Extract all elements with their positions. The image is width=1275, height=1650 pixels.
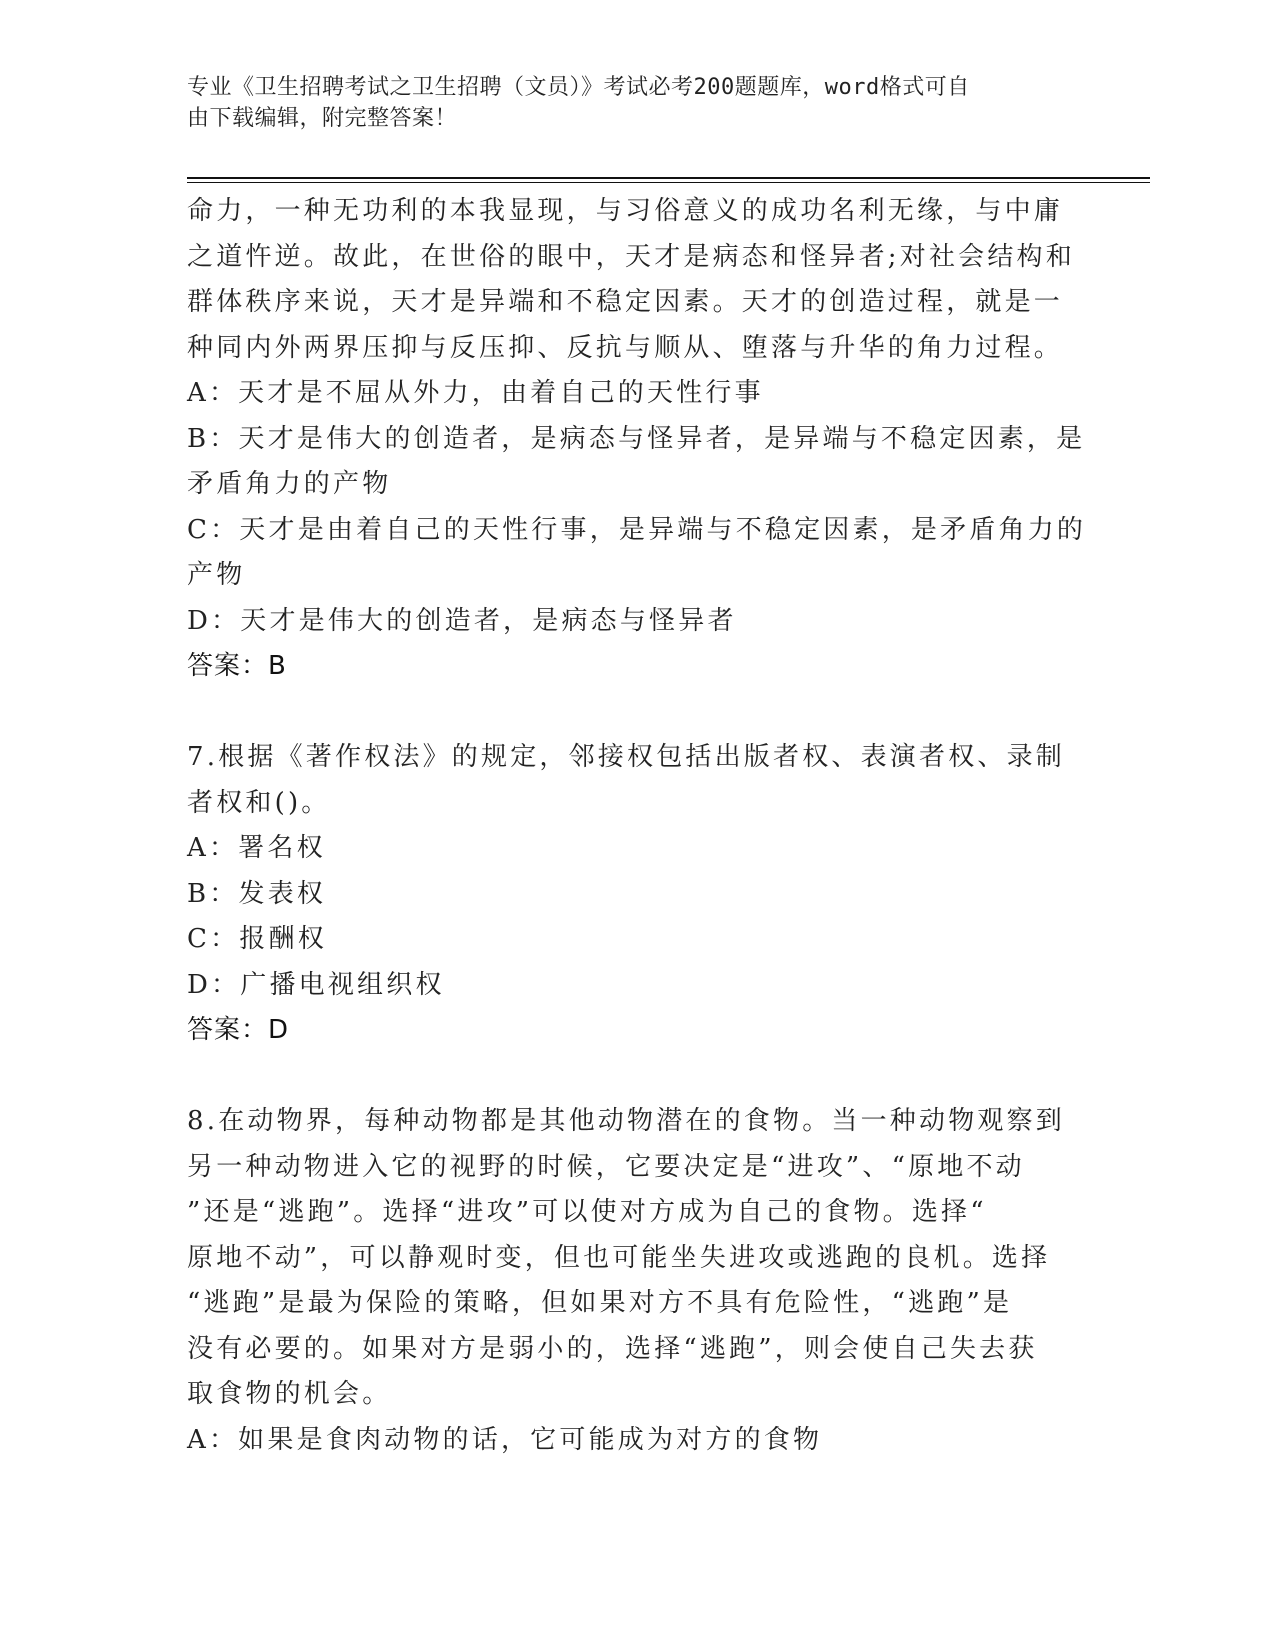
answer-label: 答案：D [187,1015,290,1045]
header-line: 由下载编辑，附完整答案！ [187,106,458,131]
question-stem-line: 命力，一种无功利的本我显现，与习俗意义的成功名利无缘，与中庸 [187,196,1064,226]
option-a: A：天才是不屈从外力，由着自己的天性行事 [187,378,764,408]
spacer [187,690,1087,736]
question-stem-line: 者权和()。 [187,787,331,818]
question-stem-line: 7.根据《著作权法》的规定，邻接权包括出版者权、表演者权、录制 [187,742,1066,772]
option-d: D：天才是伟大的创造者，是病态与怪异者 [187,605,737,636]
question-stem-line: 8.在动物界，每种动物都是其他动物潜在的食物。当一种动物观察到 [187,1106,1066,1136]
option-a: A：如果是食肉动物的话，它可能成为对方的食物 [187,1424,823,1455]
question-stem-line: 取食物的机会。 [187,1379,392,1409]
option-c-continued: 产物 [187,560,246,590]
question-6-continued [187,189,1087,690]
question-stem-line: 没有必要的。如果对方是弱小的，选择“逃跑”，则会使自己失去获 [187,1333,1038,1364]
page-header [187,72,1067,134]
question-stem-line: 原地不动”，可以静观时变，但也可能坐失进攻或逃跑的良机。选择 [187,1242,1051,1273]
header-divider [187,177,1150,179]
option-b-continued: 矛盾角力的产物 [187,469,392,499]
spacer [187,1054,1087,1100]
answer-label: 答案：B [187,651,287,681]
option-a: A：署名权 [187,833,326,863]
option-c: C：报酬权 [187,924,327,954]
question-stem-line: 群体秩序来说，天才是异端和不稳定因素。天才的创造过程，就是一 [187,287,1064,317]
question-8 [187,1099,1087,1463]
question-stem-line: ”还是“逃跑”。选择“进攻”可以使对方成为自己的食物。选择“ [187,1197,987,1227]
header-line: 专业《卫生招聘考试之卫生招聘（文员）》考试必考200题题库，word格式可自 [187,75,970,100]
option-b: B：天才是伟大的创造者，是病态与怪异者，是异端与不稳定因素，是 [187,423,1086,454]
option-b: B：发表权 [187,878,327,909]
question-7 [187,735,1087,1054]
question-stem-line: 种同内外两界压抑与反压抑、反抗与顺从、堕落与升华的角力过程。 [187,332,1064,363]
option-c: C：天才是由着自己的天性行事，是异端与不稳定因素，是矛盾角力的 [187,514,1087,545]
header-divider-thin [187,182,1150,183]
option-d: D：广播电视组织权 [187,969,445,1000]
question-stem-line: 之道忤逆。故此，在世俗的眼中，天才是病态和怪异者;对社会结构和 [187,241,1075,272]
document-body [187,189,1087,1463]
question-stem-line: “逃跑”是最为保险的策略，但如果对方不具有危险性，“逃跑”是 [187,1288,1013,1318]
question-stem-line: 另一种动物进入它的视野的时候，它要决定是“进攻”、“原地不动 [187,1151,1025,1182]
